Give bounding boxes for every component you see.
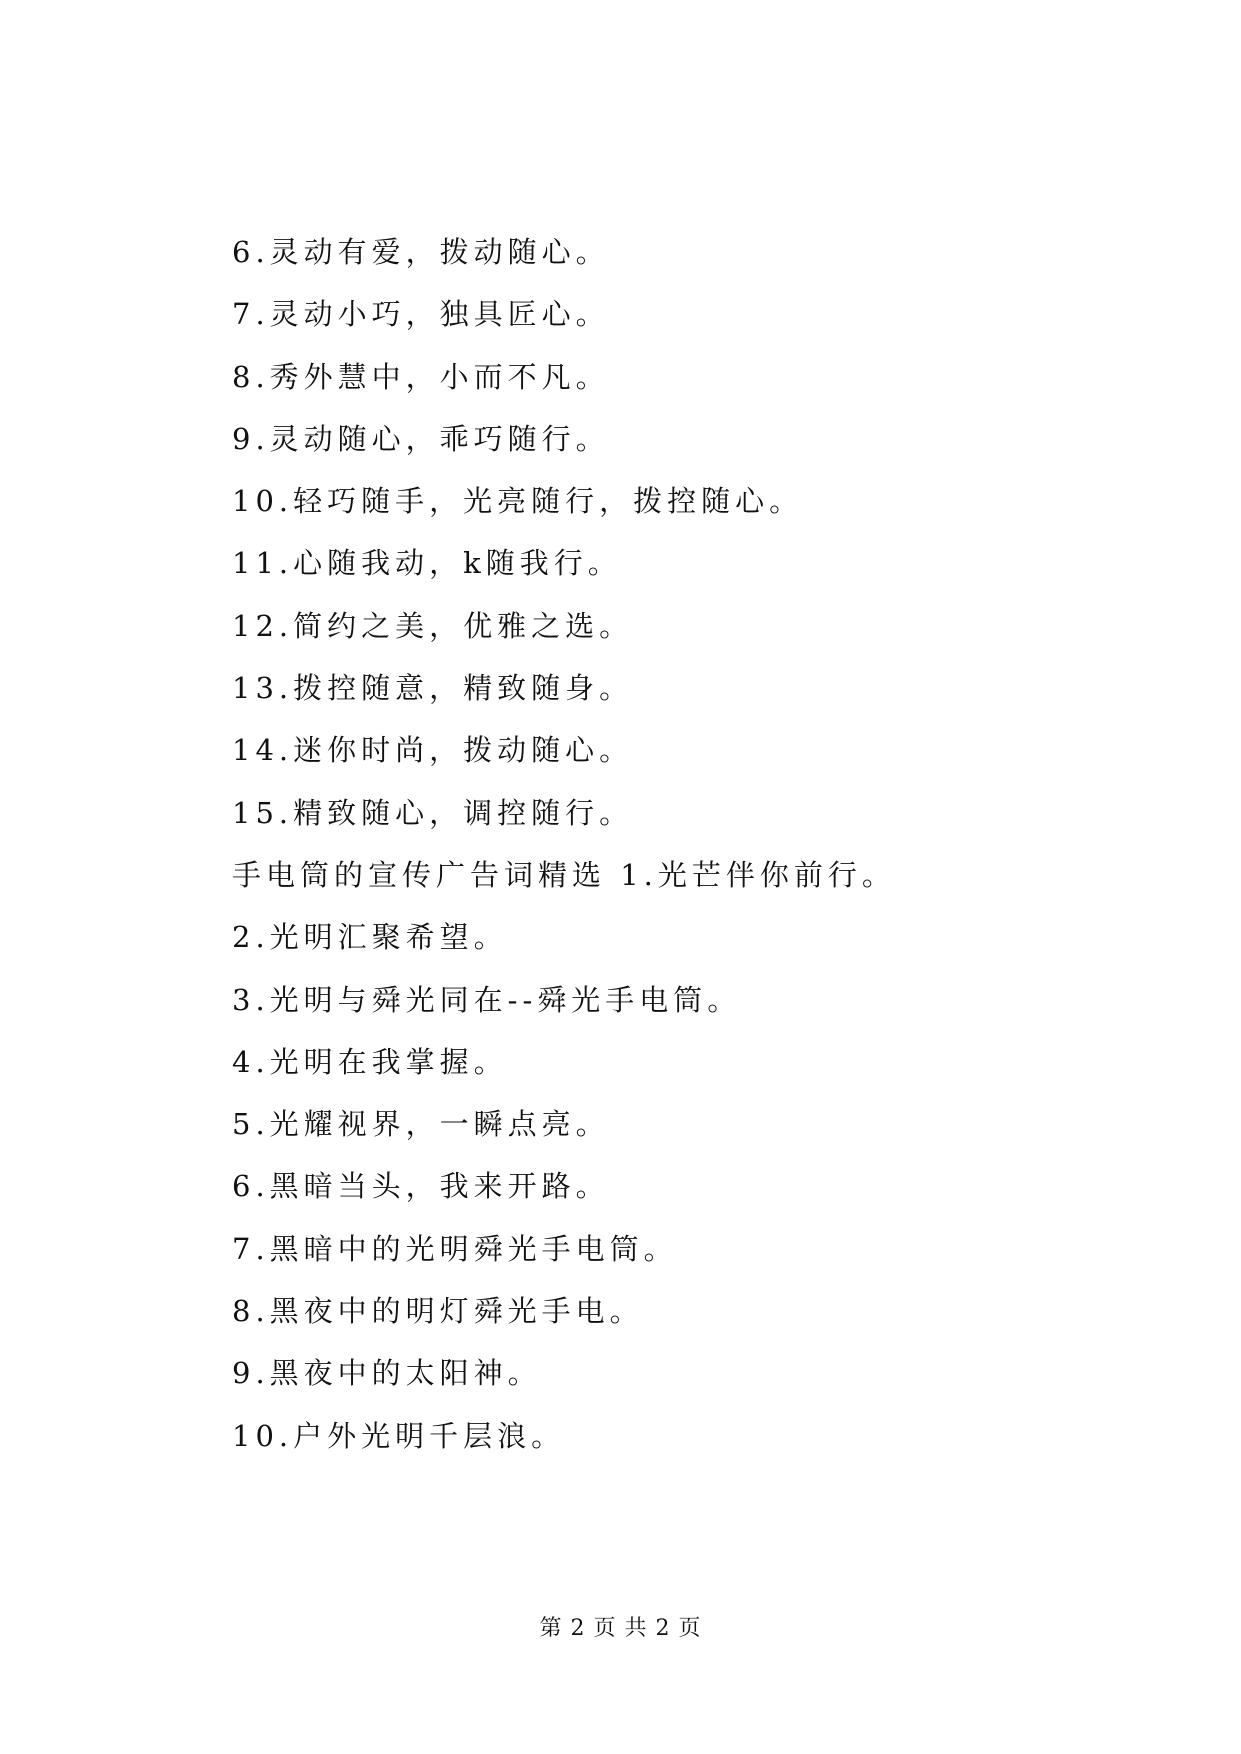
text-line: 10.户外光明千层浪。 (232, 1418, 566, 1453)
text-line: 6.黑暗当头，我来开路。 (232, 1169, 610, 1204)
text-line: 15.精致随心，调控随行。 (232, 795, 634, 830)
text-line: 7.黑暗中的光明舜光手电筒。 (232, 1231, 678, 1266)
text-line: 3.光明与舜光同在--舜光手电筒。 (232, 982, 742, 1017)
text-line: 手电筒的宣传广告词精选 1.光芒伴你前行。 (232, 857, 896, 892)
text-line: 8.黑夜中的明灯舜光手电。 (232, 1294, 644, 1329)
text-line: 4.光明在我掌握。 (232, 1044, 508, 1079)
text-line: 11.心随我动，k随我行。 (232, 546, 622, 581)
page-number-footer: 第 2 页 共 2 页 (539, 1616, 702, 1641)
text-line: 5.光耀视界，一瞬点亮。 (232, 1107, 610, 1142)
text-line: 12.简约之美，优雅之选。 (232, 608, 634, 643)
document-body (232, 232, 1052, 1478)
text-line: 7.灵动小巧，独具匠心。 (232, 297, 610, 332)
text-line: 6.灵动有爱，拨动随心。 (232, 235, 610, 269)
text-line: 10.轻巧随手，光亮随行，拨控随心。 (232, 484, 804, 519)
text-line: 9.灵动随心，乖巧随行。 (232, 421, 610, 456)
text-line: 13.拨控随意，精致随身。 (232, 671, 634, 706)
text-line: 9.黑夜中的太阳神。 (232, 1356, 542, 1391)
text-line: 14.迷你时尚，拨动随心。 (232, 733, 634, 768)
text-line: 2.光明汇聚希望。 (232, 920, 508, 955)
text-line: 8.秀外慧中，小而不凡。 (232, 359, 610, 394)
